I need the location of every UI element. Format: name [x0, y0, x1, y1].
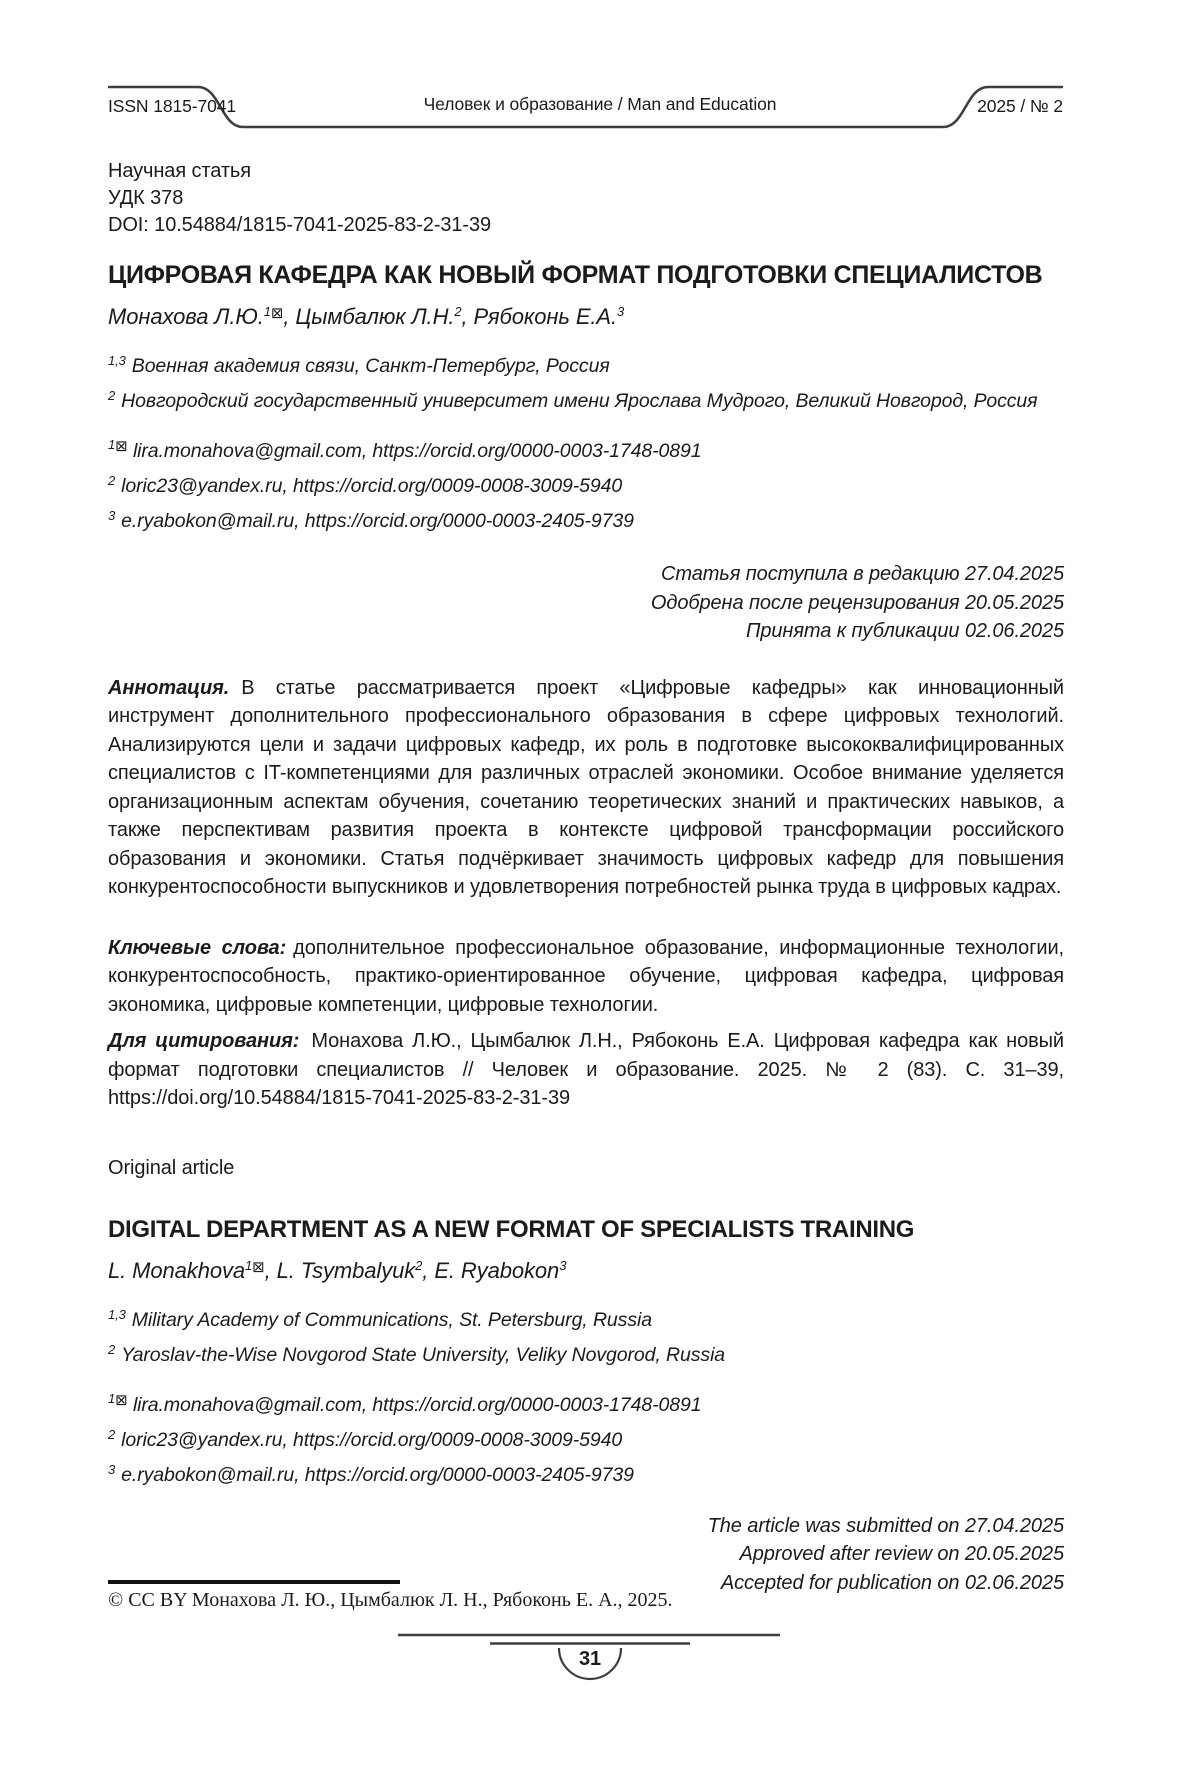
contacts-ru [108, 430, 1064, 536]
abstract-text: В статье рассматривается проект «Цифровые кафедры» как инновационный инструмент дополнительного профессионального образования в сфере цифровых технологий. Анализируются цели и задачи цифровых кафедр, их роль в подготовке высококвалифицированных специалистов с IT-компетенциями для различных отраслей экономики. Особое внимание уделяется организационным аспектам обучения, сочетанию теоретических знаний и практических навыков, а также перспективам развития проекта в контексте цифровой трансформации российского образования и экономики. Статья подчёркивает значимость цифровых кафедр для повышения конкурентоспособности выпускников и удовлетворения потребностей рынка труда в цифровых кадрах. [108, 676, 1064, 898]
author-sup: 3 [617, 304, 625, 319]
affiliations-ru [108, 346, 1064, 416]
date-line: Одобрена после рецензирования 20.05.2025 [650, 591, 1064, 614]
author: Цымбалюк Л.Н. [295, 304, 455, 329]
affiliation-sup: 2 [108, 388, 116, 403]
footnote-rule [108, 1580, 400, 1584]
author-sup: 2 [454, 304, 462, 319]
date-line: Принята к публикации 02.06.2025 [745, 620, 1064, 642]
title-ru: ЦИФРОВАЯ КАФЕДРА КАК НОВЫЙ ФОРМАТ ПОДГОТОВКИ СПЕЦИАЛИСТОВ [108, 261, 1043, 289]
author-sep: , [283, 304, 296, 329]
contact-text: loric23@yandex.ru, https://orcid.org/0009-0008-3009-5940 [121, 475, 623, 497]
contact-text: loric23@yandex.ru, https://orcid.org/0009-0008-3009-5940 [121, 1428, 623, 1451]
article-content [108, 158, 1064, 1597]
contact-sup: 2 [108, 473, 116, 488]
author-sep: , [264, 1257, 277, 1283]
copyright-line: © CC BY Монахова Л. Ю., Цымбалюк Л. Н., Рябоконь Е. А., 2025. [108, 1589, 673, 1611]
contacts-en [108, 1384, 1064, 1490]
affiliations-en [108, 1300, 1064, 1370]
contact-line [108, 1384, 1064, 1420]
affiliation-sup: 2 [108, 1341, 116, 1357]
author-sup: 2 [415, 1257, 423, 1273]
contact-sup: 3 [108, 1461, 116, 1477]
mail-icon: ⊠ [115, 1391, 128, 1409]
author: L. Tsymbalyuk [276, 1257, 416, 1283]
contact-line [108, 1420, 1064, 1455]
citation-text: Монахова Л.Ю., Цымбалюк Л.Н., Рябоконь Е.А. Цифровая кафедра как новый формат подготовки специалистов // Человек и образование. 2025. № 2 (83). С. 31–39, https://doi.org/10.54884/1815-7041-2025-83-2-31-39 [108, 1030, 1065, 1109]
contact-line [108, 1455, 1064, 1490]
author-sep: , [461, 304, 474, 329]
issn-label: ISSN 1815-7041 [108, 96, 236, 116]
authors-ru [108, 304, 1064, 330]
date-line: Approved after review on 20.05.2025 [739, 1543, 1064, 1565]
dates-en [108, 1512, 1064, 1598]
contact-sup: 2 [108, 1426, 116, 1442]
affiliation-line [108, 381, 1064, 416]
contact-line [108, 466, 1064, 501]
article-type-en: Original article [108, 1156, 235, 1179]
author: Монахова Л.Ю. [108, 304, 264, 329]
author-sup: 1 [263, 304, 271, 319]
author: Рябоконь Е.А. [473, 304, 618, 329]
udc-line: УДК 378 [108, 187, 184, 209]
keywords-label: Ключевые слова: [108, 936, 287, 959]
citation-ru [108, 1027, 1064, 1113]
date-line: Статья поступила в редакцию 27.04.2025 [661, 563, 1064, 585]
doi-line: DOI: 10.54884/1815-7041-2025-83-2-31-39 [108, 214, 492, 236]
mail-icon: ⊠ [252, 1258, 265, 1276]
contact-text: e.ryabokon@mail.ru, https://orcid.org/0000-0003-2405-9739 [121, 1463, 634, 1486]
affiliation-sup: 1,3 [108, 353, 126, 368]
affiliation-sup: 1,3 [108, 1306, 126, 1322]
author-sup: 1 [245, 1257, 253, 1273]
affiliation-line [108, 1335, 1064, 1370]
authors-en [108, 1258, 1064, 1284]
keywords [108, 934, 1064, 1020]
contact-sup: 1 [108, 437, 116, 452]
issue-label: 2025 / № 2 [977, 96, 1063, 116]
contact-text: lira.monahova@gmail.com, https://orcid.org/0000-0003-1748-0891 [132, 1393, 702, 1416]
author: L. Monakhova [108, 1257, 245, 1283]
contact-text: lira.monahova@gmail.com, https://orcid.org/0000-0003-1748-0891 [132, 440, 702, 462]
affiliation-line [108, 1300, 1064, 1335]
date-line: Accepted for publication on 02.06.2025 [720, 1571, 1064, 1594]
mail-icon: ⊠ [270, 305, 284, 322]
abstract [108, 674, 1064, 926]
dates-ru [108, 560, 1064, 646]
author-sup: 3 [559, 1257, 567, 1273]
journal-title: Человек и образование / Man and Education [423, 94, 777, 114]
mail-icon: ⊠ [115, 438, 128, 455]
affiliation-text: Новгородский государственный университет имени Ярослава Мудрого, Великий Новгород, Россия [121, 390, 1038, 412]
author: E. Ryabokon [434, 1257, 560, 1283]
contact-line [108, 501, 1064, 536]
contact-text: e.ryabokon@mail.ru, https://orcid.org/0000-0003-2405-9739 [121, 510, 634, 532]
abstract-label: Аннотация. [108, 676, 230, 699]
article-type-ru: Научная статья [108, 160, 251, 182]
contact-sup: 3 [108, 508, 116, 523]
title-en: DIGITAL DEPARTMENT AS A NEW FORMAT OF SPECIALISTS TRAINING [108, 1215, 915, 1243]
date-line: The article was submitted on 27.04.2025 [707, 1514, 1064, 1537]
contact-line [108, 430, 1064, 466]
affiliation-text: Военная академия связи, Санкт-Петербург, Россия [131, 355, 610, 377]
affiliation-text: Yaroslav-the-Wise Novgorod State University, Veliky Novgorod, Russia [121, 1343, 726, 1366]
affiliation-line [108, 346, 1064, 381]
keywords-text: дополнительное профессиональное образование, информационные технологии, конкурентоспособность, практико-ориентированное обучение, цифровая кафедра, цифровая экономика, цифровые компетенции, цифровые технологии. [108, 936, 1064, 1016]
affiliation-text: Military Academy of Communications, St. Petersburg, Russia [131, 1308, 652, 1331]
author-sep: , [422, 1257, 435, 1283]
citation-label: Для цитирования: [108, 1030, 300, 1052]
page-number: 31 [578, 1648, 602, 1670]
contact-sup: 1 [108, 1390, 116, 1406]
